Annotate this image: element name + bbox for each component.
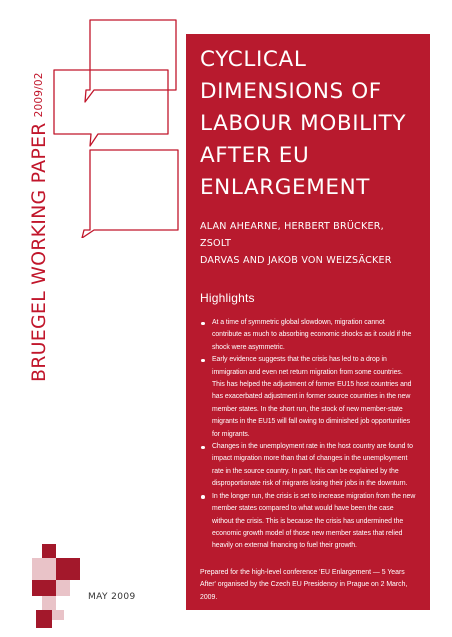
title-line: ENLARGEMENT (200, 175, 370, 200)
series-number: 2009/02 (33, 72, 45, 118)
publication-date: MAY 2009 (88, 592, 136, 602)
bruegel-logo-icon (32, 544, 80, 628)
highlights-heading: Highlights (200, 291, 255, 305)
series-name: BRUEGEL WORKING PAPER (28, 122, 50, 382)
prepared-note: Prepared for the high-level conference 'EU Enlargement — 5 Years After' organised by the Czech EU Presidency in Prague on 2 March, 2009. (200, 568, 408, 601)
speech-bubbles-icon (50, 18, 180, 238)
title-line: CYCLICAL (200, 47, 307, 72)
title-line: LABOUR MOBILITY (200, 111, 407, 136)
authors: ALAN AHEARNE, HERBERT BRÜCKER, ZSOLT DARVAS AND JAKOB VON WEIZSÄCKER (200, 221, 392, 266)
highlight-item: Early evidence suggests that the crisis has led to a drop in immigration and even net return migration from some countries. This has helped the adjustment of former EU15 host countries and has exacerbated adjustment in former source countries in the new member states. In the short run, the stock of new member-state migrants in the EU15 will fall owing to diminished job opportunities for migrants. (200, 354, 416, 441)
highlight-item: At a time of symmetric global slowdown, migration cannot contribute as much to absorbing economic shocks as it could if the shock were asymmetric. (200, 317, 416, 354)
highlights-list (200, 317, 416, 553)
highlight-item: Changes in the unemployment rate in the host country are found to impact migration more than that of changes in the unemployment rate in the source country. In part, this can be explained by the disproportionate risk of migrants losing their jobs in the downturn. (200, 441, 416, 491)
series-label (28, 72, 50, 382)
highlight-item: In the longer run, the crisis is set to increase migration from the new member states compared to what would have been the case without the crisis. This is because the crisis has undermined the economic growth model of those new member states that relied heavily on external financing to fuel their growth. (200, 491, 416, 553)
title-line: AFTER EU (200, 143, 310, 168)
title-line: DIMENSIONS OF (200, 79, 382, 104)
paper-title (200, 44, 416, 204)
title-panel (186, 34, 430, 610)
